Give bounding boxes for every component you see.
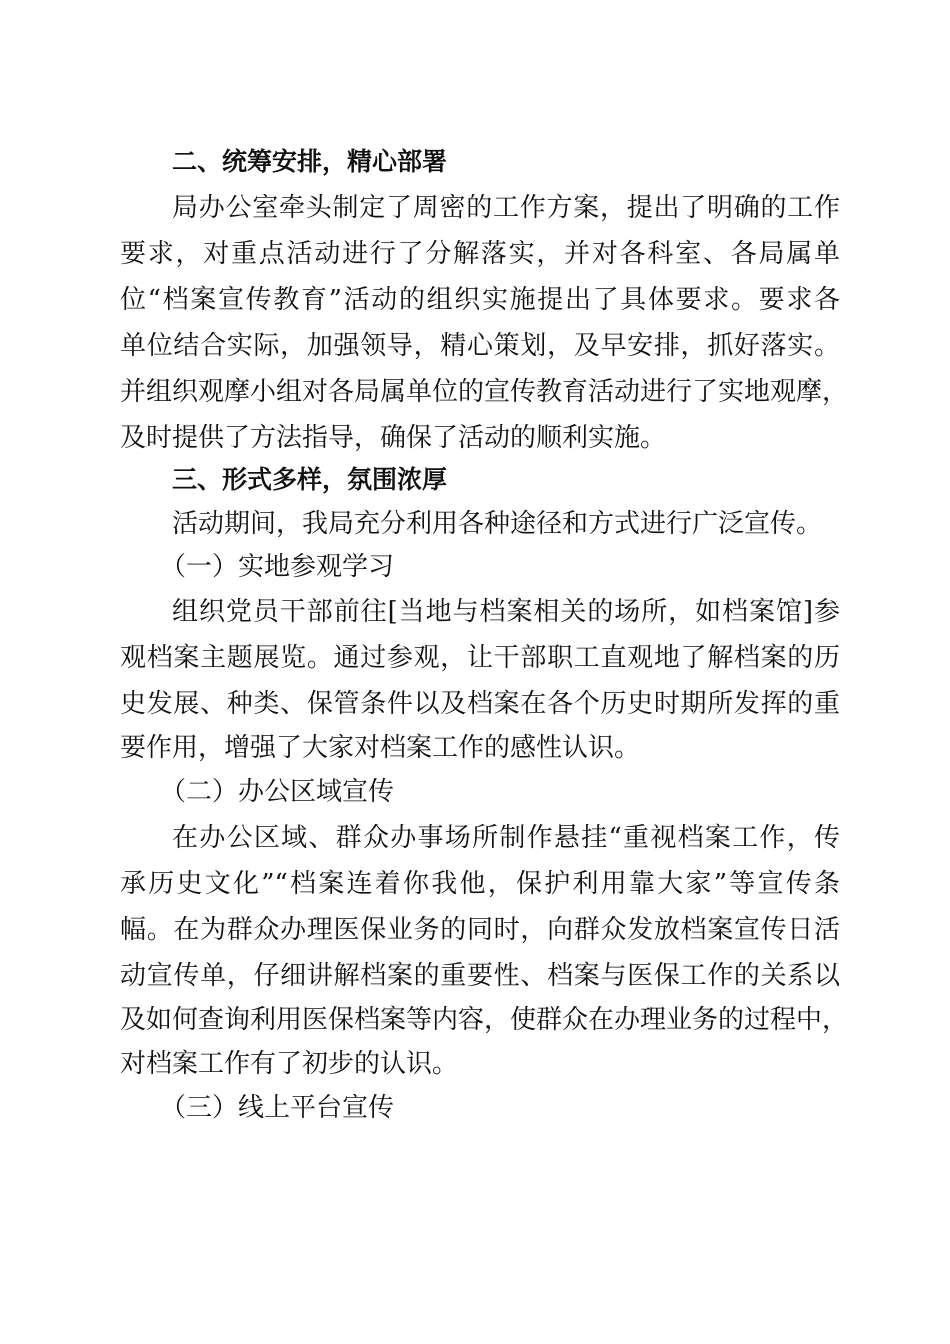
subsection-heading-1: （一）实地参观学习 xyxy=(160,552,395,582)
paragraph-line: 单位结合实际，加强领导，精心策划，及早安排，抓好落实。 xyxy=(120,331,840,361)
section-heading-2: 二、统筹安排，精心部署 xyxy=(172,147,448,176)
paragraph-line: 及如何查询利用医保档案等内容，使群众在办理业务的过程中， xyxy=(120,1005,849,1035)
paragraph-line: 要求，对重点活动进行了分解落实，并对各科室、各局属单 xyxy=(120,239,840,269)
paragraph-line: 观档案主题展览。通过参观，让干部职工直观地了解档案的历 xyxy=(120,643,840,673)
paragraph-line: 要作用，增强了大家对档案工作的感性认识。 xyxy=(120,733,641,763)
paragraph-line: 位“档案宣传教育”活动的组织实施提出了具体要求。要求各 xyxy=(120,285,840,315)
paragraph-line: 幅。在为群众办理医保业务的同时，向群众发放档案宣传日活 xyxy=(120,915,840,945)
paragraph-line: 对档案工作有了初步的认识。 xyxy=(120,1049,459,1079)
paragraph-line: 史发展、种类、保管条件以及档案在各个历史时期所发挥的重 xyxy=(120,689,840,719)
paragraph-line: 在办公区域、群众办事场所制作悬挂“重视档案工作，传 xyxy=(172,823,840,853)
paragraph-line: 组织党员干部前往[当地与档案相关的场所，如档案馆]参 xyxy=(172,597,840,627)
section-heading-3: 三、形式多样，氛围浓厚 xyxy=(172,465,448,494)
paragraph-line: 动宣传单，仔细讲解档案的重要性、档案与医保工作的关系以 xyxy=(120,961,840,991)
paragraph-line: 局办公室牵头制定了周密的工作方案，提出了明确的工作 xyxy=(172,193,840,223)
paragraph-line: 活动期间，我局充分利用各种途径和方式进行广泛宣传。 xyxy=(172,509,823,539)
paragraph-line: 承历史文化”“档案连着你我他，保护利用靠大家”等宣传条 xyxy=(120,869,840,899)
subsection-heading-3: （三）线上平台宣传 xyxy=(160,1093,395,1123)
paragraph-line: 并组织观摩小组对各局属单位的宣传教育活动进行了实地观摩， xyxy=(120,377,849,407)
subsection-heading-2: （二）办公区域宣传 xyxy=(160,777,395,807)
paragraph-line: 及时提供了方法指导，确保了活动的顺利实施。 xyxy=(120,423,667,453)
